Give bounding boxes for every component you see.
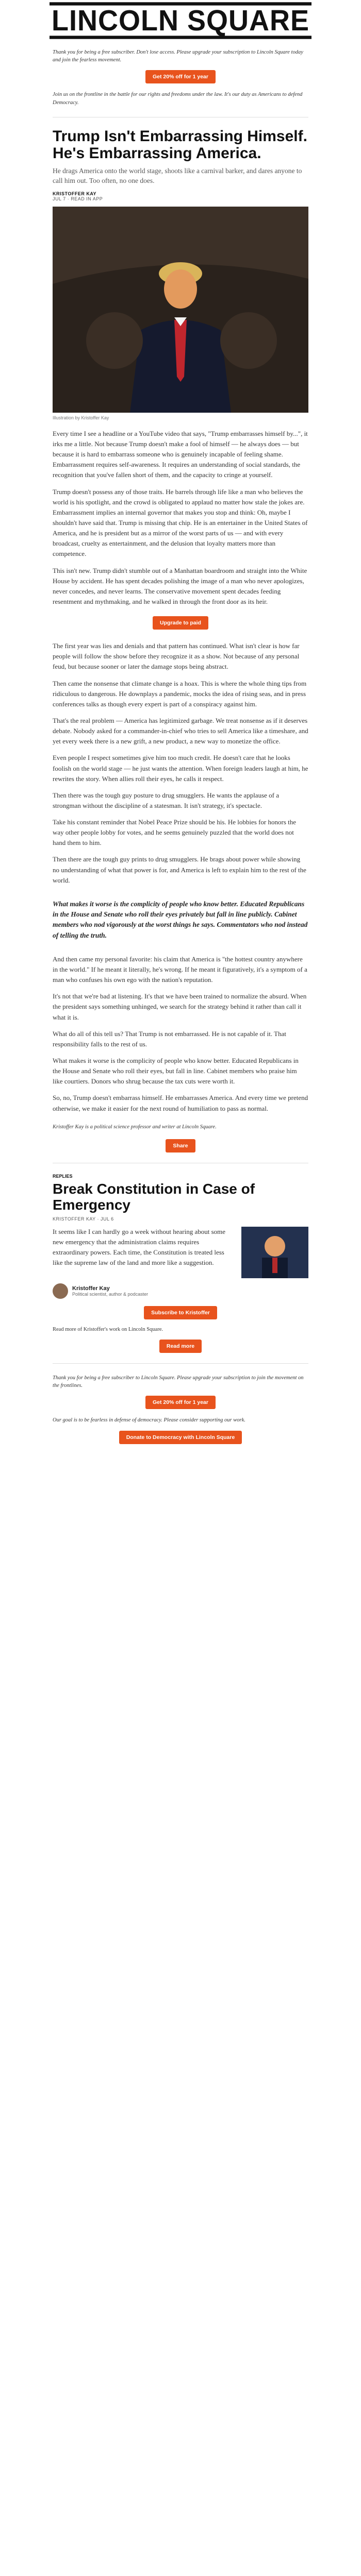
- article-paragraph: And then came my personal favorite: his claim that America is "the hottest country anywhere in the world." If he meant it literally, he's wrong. If he meant it figuratively, it's a symptom of a man who confuses his own ego with the nation's reputation.: [53, 955, 307, 984]
- share-button[interactable]: Share: [166, 1139, 195, 1153]
- lincoln-square-logo[interactable]: LINCOLN SQUARE: [50, 2, 311, 39]
- article-paragraph: Take his constant reminder that Nobel Peace Prize should be his. He lobbies for honors the way other people lobby for votes, and he seems genuinely puzzled that the world does not hand them to him.: [53, 818, 297, 847]
- article-paragraph: Then came the nonsense that climate change is a hoax. This is where the whole thing tips from ridiculous to dangerous. He downplays a pandemic, mocks the idea of rising seas, and in press conferences talks as though every expert is part of a conspiracy against him.: [53, 679, 307, 708]
- pull-quote: What makes it worse is the complicity of people who know better. Educated Republicans in the House and Senate who roll their eyes privately but fall in line publicly. Cabinet members who nod vigorously at the worst things he says. Commentators who nod instead of telling the truth.: [53, 900, 308, 939]
- hero-illustration: [53, 207, 308, 413]
- hero-caption: Illustration by Kristoffer Kay: [53, 415, 109, 420]
- article-paragraph: Trump doesn't possess any of those traits. He barrels through life like a man who believes the world is his spotlight, and the crowd is obligated to applaud no matter how stale the jokes are. Embarrassment implies an internal governor that makes you stop and think: Oh, maybe I shouldn't have said that. Trump is missing that chip. He is an entertainer in the United States of America, and he is president but as a mirror of the worst parts of us — and with every broadcast, cruelty as entertainment, and the delusion that loyalty matters more than competence.: [53, 487, 308, 558]
- next-article-meta: KRISTOFFER KAY · JUL 6: [53, 1216, 114, 1222]
- article-paragraph: Even people I respect sometimes give him too much credit. He doesn't care that he looks foolish on the world stage — he just wants the attention. When foreign leaders laugh at him, he rewrites the story. When allies roll their eyes, he calls it respect.: [53, 754, 308, 783]
- masthead: [0, 0, 361, 42]
- next-article-more: Read more of Kristoffer's work on Lincoln Square.: [53, 1326, 163, 1332]
- author-avatar[interactable]: [53, 1283, 68, 1299]
- read-in-app-link[interactable]: READ IN APP: [71, 196, 103, 201]
- trump-illustration-image: [53, 207, 308, 413]
- article-subtitle: He drags America onto the world stage, shoots like a carnival barker, and dares anyone to call him out. Too often, no one does.: [53, 167, 302, 184]
- donate-button[interactable]: Donate to Democracy with Lincoln Square: [119, 1431, 242, 1444]
- discount-button[interactable]: Get 20% off for 1 year: [145, 70, 216, 83]
- author-name[interactable]: KRISTOFFER KAY: [53, 191, 97, 196]
- read-more-button[interactable]: Read more: [159, 1340, 202, 1353]
- article-title[interactable]: Trump Isn't Embarrassing Himself. He's Embarrassing America.: [53, 127, 307, 162]
- author-card-name[interactable]: Kristoffer Kay: [72, 1285, 110, 1292]
- article-paragraph: This isn't new. Trump didn't stumble out of a Manhattan boardroom and straight into the White House by accident. He has spent decades polishing the image of a man who never apologizes, never concedes, and never learns. The conservative movement spent decades feeding resentment and mythmaking, and he walked in through the front door as its heir.: [53, 566, 307, 605]
- next-article-paragraph: It seems like I can hardly go a week without hearing about some new emergency that the administration claims requires extraordinary powers. Each time, the Constitution is treated less like the supreme law of the land and more like a suggestion.: [53, 1227, 226, 1267]
- article-paragraph: What do all of this tell us? That Trump is not embarrassed. He is not capable of it. That responsibility falls to the rest of us.: [53, 1029, 286, 1048]
- closing-paragraph: Thank you for being a free subscriber to Lincoln Square. Please upgrade your subscription to join the movement on the frontlines.: [53, 1375, 304, 1389]
- article-paragraph: It's not that we're bad at listening. It's that we have been trained to normalize the absurd. When the president says something unhinged, we search for the strategy behind it rather than call it what it is.: [53, 992, 307, 1021]
- author-bio: Kristoffer Kay is a political science professor and writer at Lincoln Square.: [53, 1124, 217, 1130]
- article-meta: KRISTOFFER KAY JUL 7 · READ IN APP: [53, 191, 103, 201]
- discount-button-2[interactable]: Get 20% off for 1 year: [145, 1396, 216, 1409]
- article-date: JUL 7: [53, 196, 66, 201]
- closing-paragraph-2: Our goal is to be fearless in defense of democracy. Please consider supporting our work.: [53, 1417, 245, 1423]
- author-card-desc: Political scientist, author & podcaster: [72, 1291, 149, 1297]
- subscribe-author-button[interactable]: Subscribe to Kristoffer: [144, 1306, 217, 1319]
- upgrade-button[interactable]: Upgrade to paid: [153, 616, 208, 630]
- author-card: [53, 1283, 308, 1299]
- intro-section: [53, 48, 308, 1444]
- article-paragraph: Every time I see a headline or a YouTube video that says, "Trump embarrasses himself by...", it irks me a little. Not because Trump doesn't make a fool of himself — he always does — but because it is hard to embarrass someone who is genuinely incapable of feeling shame. Embarrassment requires self-awareness. It requires an understanding of social standards, the recognition that you've fallen short of them, and the capacity to cringe at yourself.: [53, 429, 308, 479]
- divider: [53, 1363, 308, 1364]
- article-paragraph: Then there are the tough guy prints to drug smugglers. He brags about power while showing no understanding of what that power is for, and America is left to explain him to the rest of the world.: [53, 855, 306, 884]
- next-article-body: [53, 1227, 308, 1278]
- intro-paragraph: Thank you for being a free subscriber. Don't lose access. Please upgrade your subscription to Lincoln Square today and join the fearless movement.: [53, 49, 303, 63]
- intro-paragraph-2: Join us on the frontline in the battle for our rights and freedoms under the law. It's our duty as Americans to defend Democracy.: [53, 92, 303, 106]
- article-paragraph: Then there was the tough guy posture to drug smugglers. He wants the applause of a strongman without the discipline of a statesman. It isn't strategy, it's spectacle.: [53, 791, 280, 809]
- next-section-label: REPLIES: [53, 1173, 73, 1179]
- article-paragraph: So, no, Trump doesn't embarrass himself. He embarrasses America. And every time we pretend otherwise, we make it easier for the next round of humiliation to pass as normal.: [53, 1094, 308, 1112]
- next-article-title[interactable]: Break Constitution in Case of Emergency: [53, 1180, 255, 1213]
- article-paragraph: That's the real problem — America has legitimized garbage. We treat nonsense as if it deserves debate. Nobody asked for a commander-in-chief who tries to sell America like a timeshare, and yet every week there is a new grift, a new product, a new way to monetize the office.: [53, 716, 308, 745]
- article-paragraph: The first year was lies and denials and that pattern has continued. What isn't clear is how far people will follow the show before they recognize it as a show. Not because of any personal feud, but because sooner or later the damage stops being abstract.: [53, 642, 300, 671]
- article-paragraph: What makes it worse is the complicity of people who know better. Educated Republicans in the House and Senate who roll their eyes, but fall in line. Cabinet members who praise him like courtiers. Donors who shrug because the tax cuts were worth it.: [53, 1057, 299, 1086]
- next-article-image[interactable]: [241, 1227, 308, 1278]
